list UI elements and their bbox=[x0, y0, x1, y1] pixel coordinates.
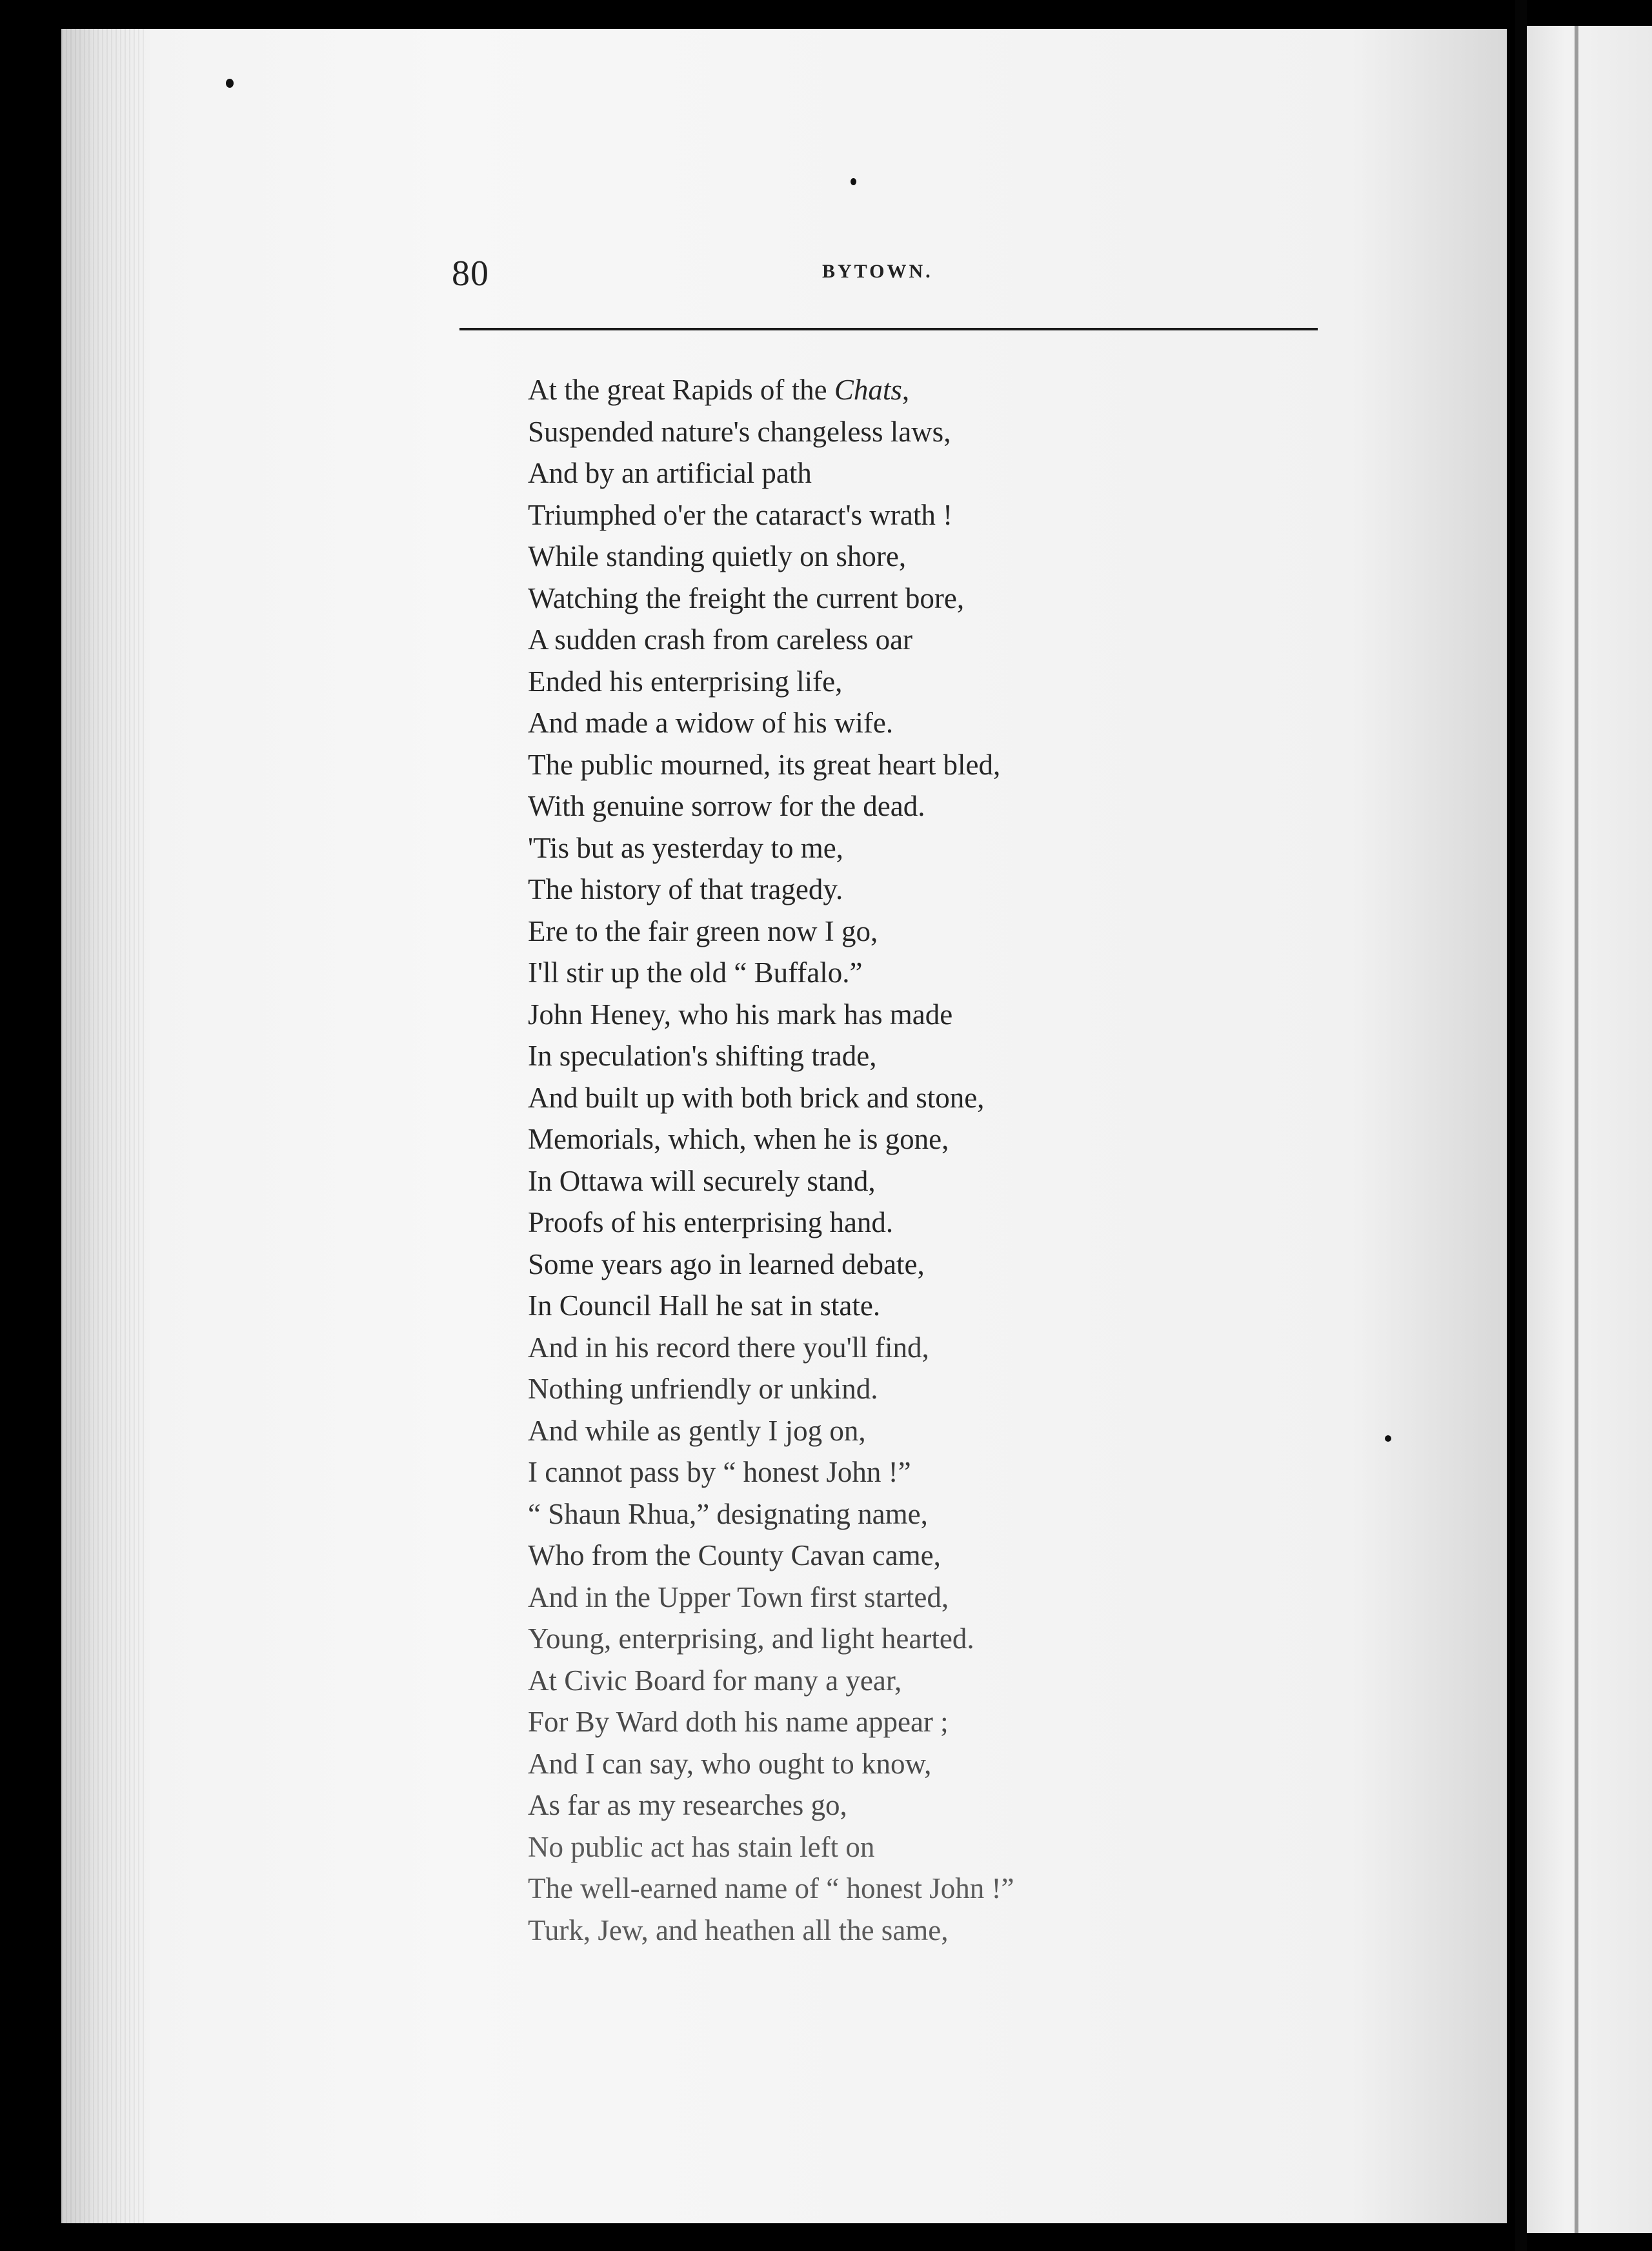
poem-line-text: At the great Rapids of the bbox=[528, 374, 834, 406]
poem-line: Ended his enterprising life, bbox=[528, 665, 843, 698]
poem-line: Ere to the fair green now I go, bbox=[528, 914, 878, 947]
poem-line: And made a widow of his wife. bbox=[528, 707, 894, 739]
header-rule bbox=[459, 328, 1318, 330]
poem-line: As far as my researches go, bbox=[528, 1789, 847, 1821]
poem-line: While standing quietly on shore, bbox=[528, 540, 907, 572]
poem-line: Triumphed o'er the cataract's wrath ! bbox=[528, 498, 953, 531]
poem-line: “ Shaun Rhua,” designating name, bbox=[528, 1497, 928, 1530]
poem-text bbox=[528, 369, 1302, 1951]
poem-line: A sudden crash from careless oar bbox=[528, 623, 913, 656]
poem-line: Young, enterprising, and light hearted. bbox=[528, 1622, 974, 1655]
poem-line: I'll stir up the old “ Buffalo.” bbox=[528, 956, 863, 989]
poem-line: In speculation's shifting trade, bbox=[528, 1040, 877, 1072]
poem-line: Turk, Jew, and heathen all the same, bbox=[528, 1913, 949, 1946]
poem-line: In Council Hall he sat in state. bbox=[528, 1289, 881, 1322]
page-header bbox=[452, 253, 1316, 298]
poem-line: The public mourned, its great heart bled, bbox=[528, 748, 1001, 781]
poem-line: And by an artificial path bbox=[528, 457, 812, 489]
poem-line: For By Ward doth his name appear ; bbox=[528, 1706, 949, 1738]
poem-line: And in his record there you'll find, bbox=[528, 1331, 929, 1364]
book-gutter bbox=[1515, 0, 1527, 2251]
poem-line: Some years ago in learned debate, bbox=[528, 1247, 925, 1280]
poem-line: The history of that tragedy. bbox=[528, 873, 843, 905]
scan-speck bbox=[226, 79, 234, 88]
facing-page-fold bbox=[1575, 26, 1578, 2233]
poem-line: Memorials, which, when he is gone, bbox=[528, 1123, 949, 1155]
poem-line: With genuine sorrow for the dead. bbox=[528, 790, 925, 822]
page-number: 80 bbox=[452, 254, 489, 294]
poem-line: 'Tis but as yesterday to me, bbox=[528, 831, 843, 864]
poem-line: And I can say, who ought to know, bbox=[528, 1747, 932, 1780]
poem-line: At Civic Board for many a year, bbox=[528, 1664, 902, 1697]
italic-place-name: Chats bbox=[834, 374, 902, 406]
poem-line bbox=[528, 369, 1302, 411]
poem-line: Who from the County Cavan came, bbox=[528, 1539, 941, 1571]
poem-line: Nothing unfriendly or unkind. bbox=[528, 1373, 878, 1405]
poem-line: Suspended nature's changeless laws, bbox=[528, 415, 951, 448]
poem-line: Watching the freight the current bore, bbox=[528, 581, 965, 614]
poem-line: Proofs of his enterprising hand. bbox=[528, 1206, 894, 1238]
poem-line: I cannot pass by “ honest John !” bbox=[528, 1456, 911, 1488]
poem-line: No public act has stain left on bbox=[528, 1830, 875, 1863]
poem-line: John Heney, who his mark has made bbox=[528, 998, 953, 1031]
page-stack-edge bbox=[61, 29, 145, 2223]
poem-line: The well-earned name of “ honest John !” bbox=[528, 1872, 1014, 1904]
poem-line: And built up with both brick and stone, bbox=[528, 1081, 985, 1114]
scan-speck bbox=[851, 178, 856, 185]
poem-line-punctuation: , bbox=[902, 374, 910, 406]
running-title: BYTOWN. bbox=[822, 261, 933, 282]
poem-line: In Ottawa will securely stand, bbox=[528, 1164, 876, 1197]
facing-page-edge bbox=[1527, 26, 1652, 2233]
scan-speck bbox=[1385, 1435, 1391, 1442]
poem-line: And in the Upper Town first started, bbox=[528, 1580, 949, 1613]
poem-line: And while as gently I jog on, bbox=[528, 1414, 866, 1447]
